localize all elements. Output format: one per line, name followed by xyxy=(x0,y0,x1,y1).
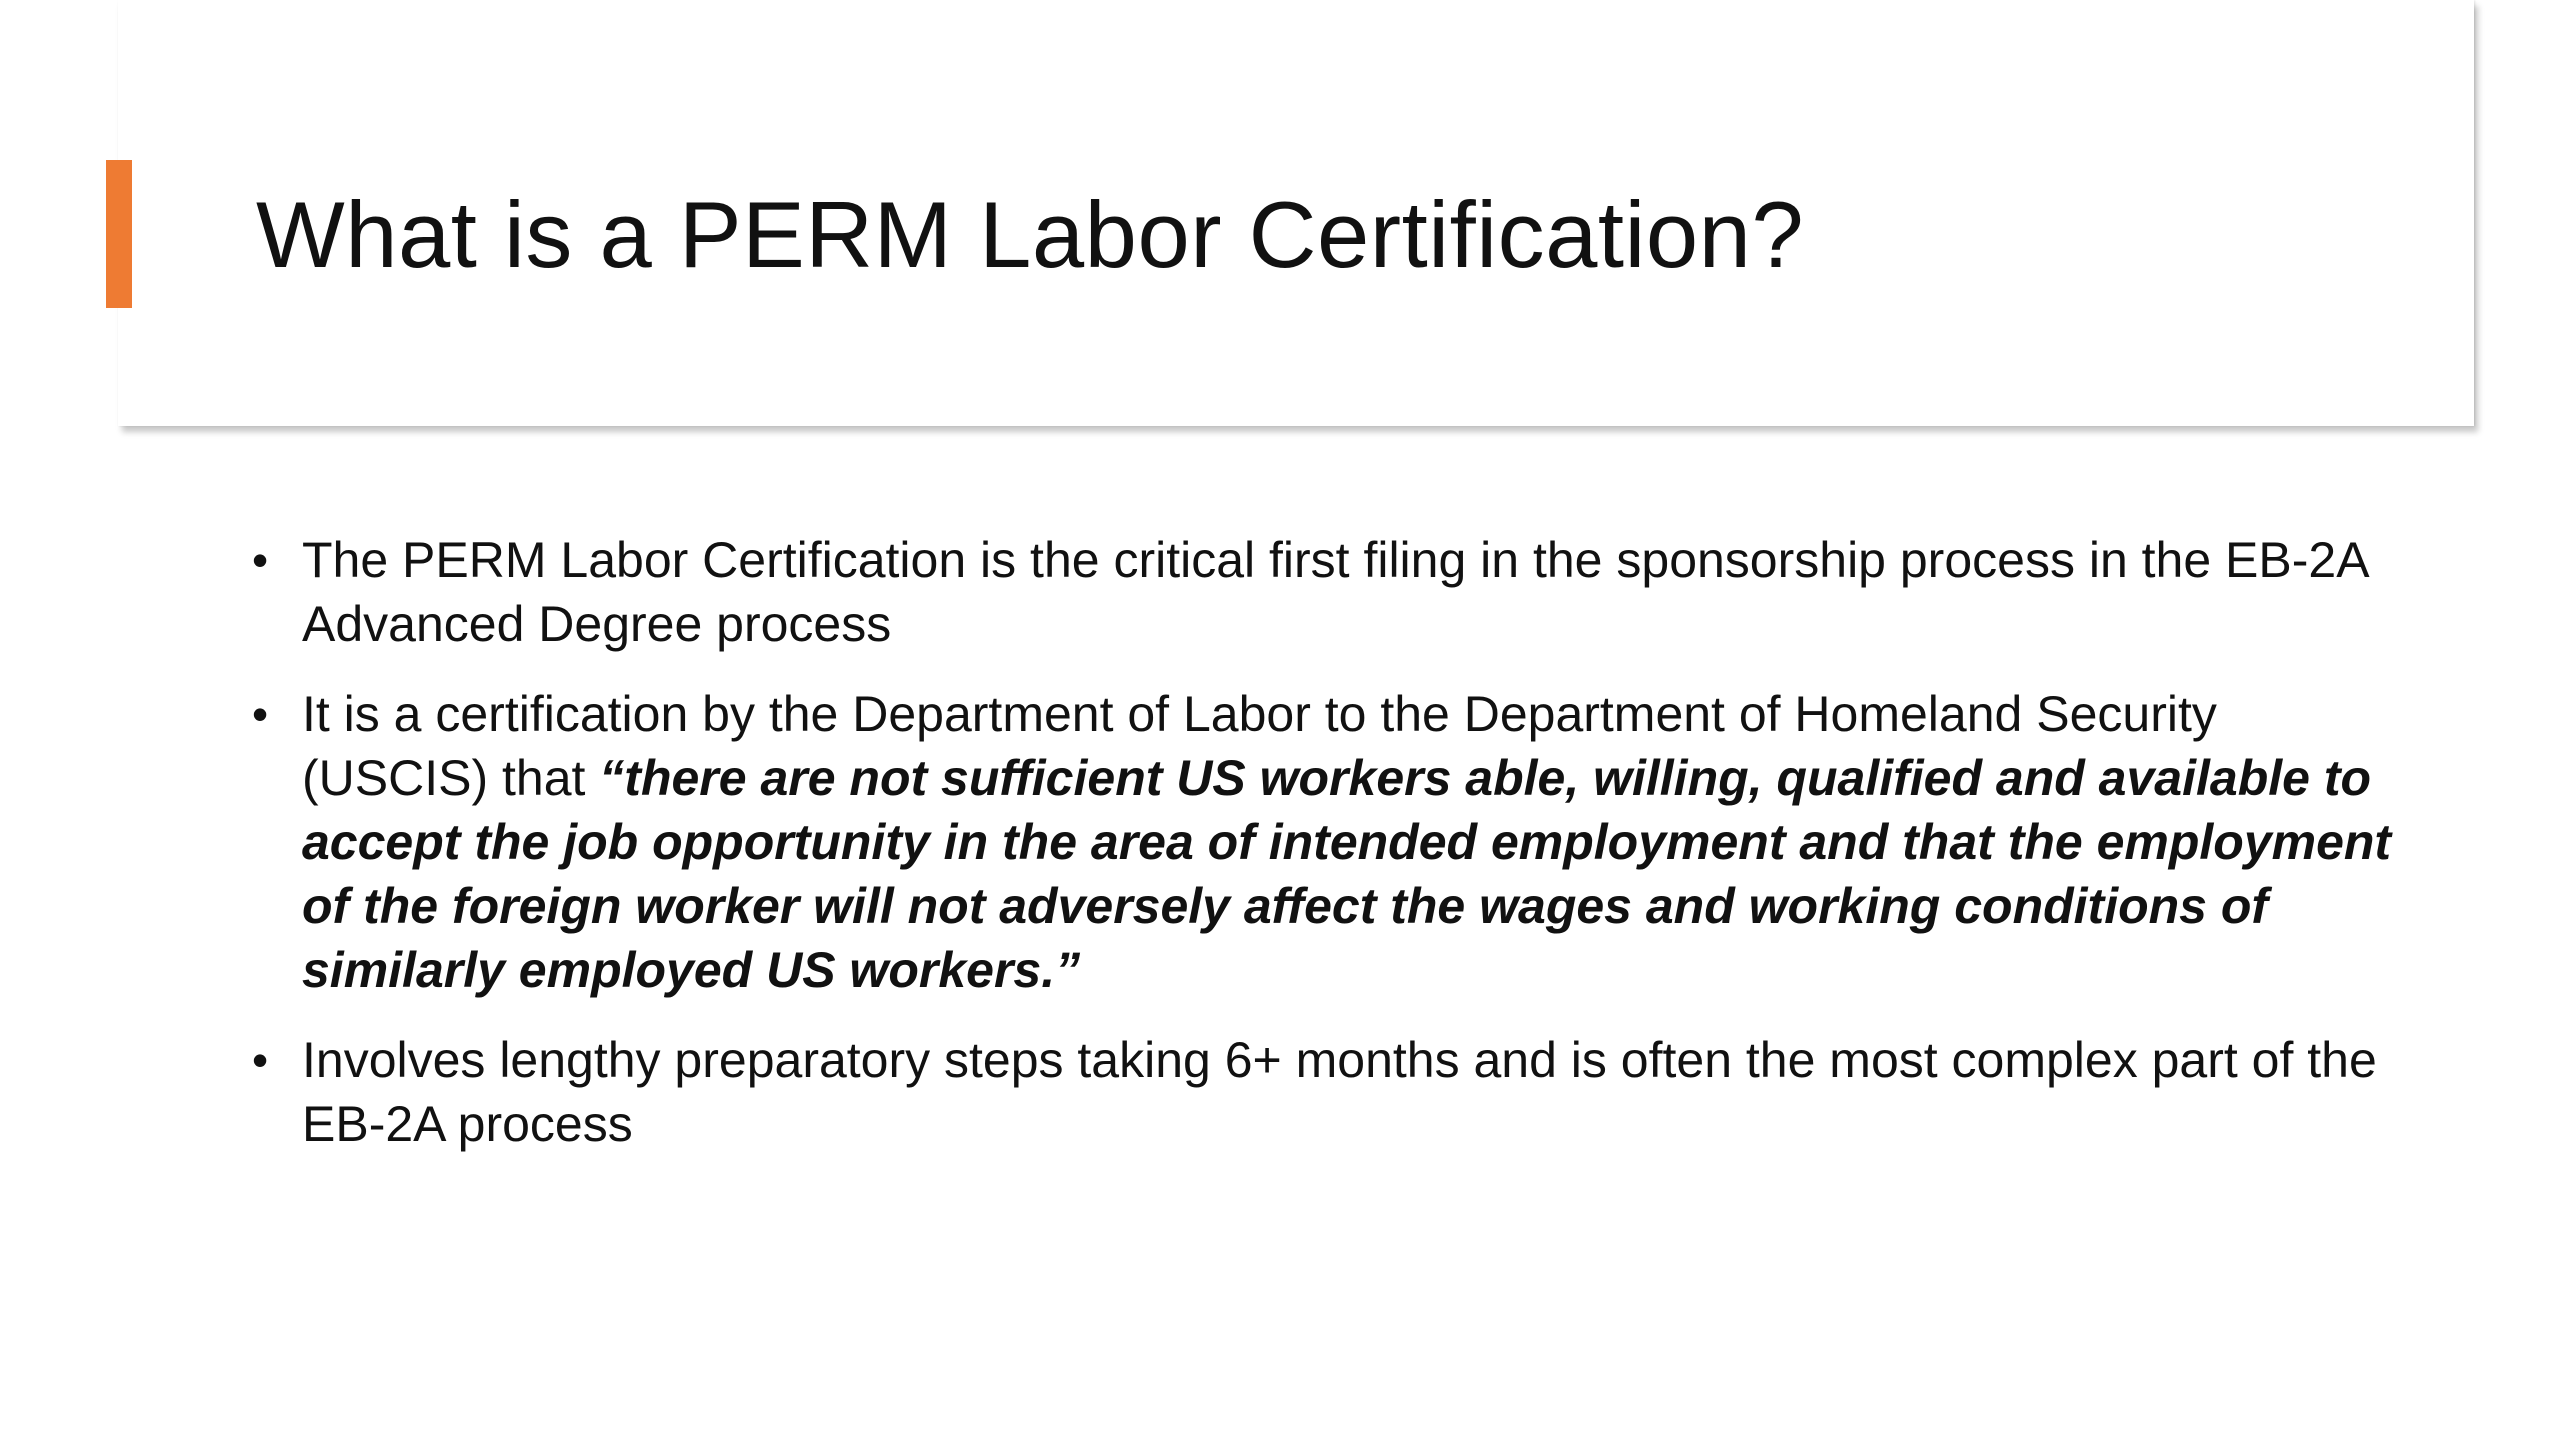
bullet-text: The PERM Labor Certification is the critical first filing in the sponsorship process in the EB-2A Advanced Degree process xyxy=(302,532,2367,652)
bullet-dot-icon: • xyxy=(252,534,269,586)
bullet-list xyxy=(252,528,2402,1182)
bullet-item xyxy=(252,1028,2402,1156)
bullet-quote: “there are not sufficient US workers able, willing, qualified and available to accept the job opportunity in the area of intended employment and that the employment of the foreign worker will not adversely affect the wages and working conditions of similarly employed US workers.” xyxy=(302,750,2392,998)
bullet-dot-icon: • xyxy=(252,1034,269,1086)
slide-title: What is a PERM Labor Certification? xyxy=(256,182,1805,287)
bullet-item xyxy=(252,528,2402,656)
bullet-dot-icon: • xyxy=(252,688,269,740)
accent-bar xyxy=(106,160,132,308)
bullet-text: Involves lengthy preparatory steps taking 6+ months and is often the most complex part of the EB-2A process xyxy=(302,1032,2377,1152)
bullet-item xyxy=(252,682,2402,1002)
bullet-text: It is a certification by the Department of Labor to the Department of Homeland Security (USCIS) that xyxy=(302,686,2217,806)
